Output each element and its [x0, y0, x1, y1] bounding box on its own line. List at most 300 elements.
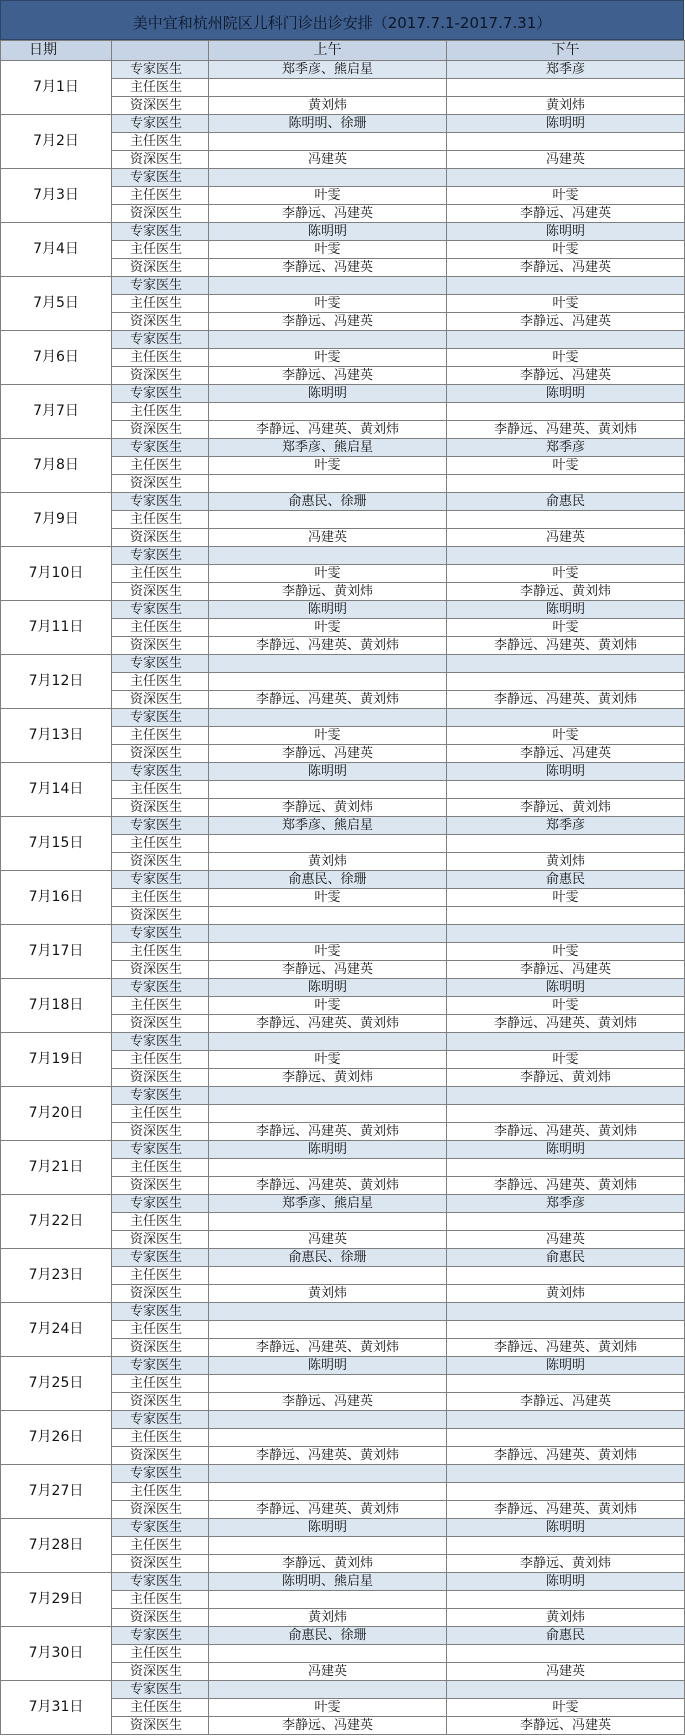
am-doctor-cell: 叶雯 — [209, 889, 447, 907]
am-doctor-cell — [209, 673, 447, 691]
am-doctor-cell: 李静远、冯建英 — [209, 745, 447, 763]
pm-doctor-cell: 陈明明 — [447, 1573, 685, 1591]
role-cell: 主任医生 — [112, 727, 209, 745]
table-row — [1, 439, 685, 457]
pm-doctor-cell: 陈明明 — [447, 1141, 685, 1159]
pm-doctor-cell — [447, 1645, 685, 1663]
pm-doctor-cell — [447, 547, 685, 565]
table-row — [1, 601, 685, 619]
date-cell: 7月17日 — [1, 925, 112, 979]
am-doctor-cell: 俞惠民、徐珊 — [209, 1627, 447, 1645]
am-doctor-cell — [209, 655, 447, 673]
date-cell: 7月7日 — [1, 385, 112, 439]
am-doctor-cell: 陈明明 — [209, 979, 447, 997]
role-cell: 主任医生 — [112, 1483, 209, 1501]
am-doctor-cell: 叶雯 — [209, 565, 447, 583]
role-cell: 专家医生 — [112, 1195, 209, 1213]
date-cell: 7月4日 — [1, 223, 112, 277]
date-cell: 7月3日 — [1, 169, 112, 223]
date-cell: 7月27日 — [1, 1465, 112, 1519]
pm-doctor-cell: 冯建英 — [447, 1663, 685, 1681]
role-cell: 资深医生 — [112, 1123, 209, 1141]
am-doctor-cell: 黄刘炜 — [209, 1609, 447, 1627]
role-cell: 资深医生 — [112, 97, 209, 115]
pm-doctor-cell — [447, 1375, 685, 1393]
am-doctor-cell: 郑季彦、熊启星 — [209, 439, 447, 457]
am-doctor-cell — [209, 79, 447, 97]
pm-doctor-cell: 李静远、冯建英 — [447, 205, 685, 223]
am-doctor-cell — [209, 835, 447, 853]
date-cell: 7月29日 — [1, 1573, 112, 1627]
pm-doctor-cell — [447, 1267, 685, 1285]
role-cell: 资深医生 — [112, 1231, 209, 1249]
role-cell: 专家医生 — [112, 169, 209, 187]
pm-doctor-cell — [447, 1681, 685, 1699]
role-cell: 主任医生 — [112, 295, 209, 313]
am-doctor-cell — [209, 709, 447, 727]
date-cell: 7月18日 — [1, 979, 112, 1033]
pm-doctor-cell: 李静远、黄刘炜 — [447, 1069, 685, 1087]
date-cell: 7月11日 — [1, 601, 112, 655]
am-doctor-cell: 陈明明 — [209, 1519, 447, 1537]
table-row — [1, 61, 685, 79]
table-row — [1, 1681, 685, 1699]
date-cell: 7月20日 — [1, 1087, 112, 1141]
table-row — [1, 925, 685, 943]
pm-doctor-cell — [447, 1537, 685, 1555]
role-cell: 专家医生 — [112, 1249, 209, 1267]
pm-doctor-cell — [447, 1411, 685, 1429]
am-doctor-cell: 叶雯 — [209, 1699, 447, 1717]
pm-doctor-cell: 李静远、冯建英、黄刘炜 — [447, 421, 685, 439]
role-cell: 专家医生 — [112, 493, 209, 511]
table-row — [1, 1303, 685, 1321]
am-doctor-cell — [209, 1267, 447, 1285]
role-cell: 主任医生 — [112, 781, 209, 799]
am-doctor-cell: 陈明明 — [209, 601, 447, 619]
role-cell: 资深医生 — [112, 1177, 209, 1195]
role-cell: 专家医生 — [112, 331, 209, 349]
am-doctor-cell: 李静远、冯建英 — [209, 1393, 447, 1411]
am-doctor-cell: 郑季彦、熊启星 — [209, 1195, 447, 1213]
pm-doctor-cell: 李静远、冯建英、黄刘炜 — [447, 1177, 685, 1195]
am-doctor-cell: 郑季彦、熊启星 — [209, 61, 447, 79]
pm-doctor-cell — [447, 169, 685, 187]
role-cell: 资深医生 — [112, 205, 209, 223]
am-doctor-cell — [209, 331, 447, 349]
am-doctor-cell — [209, 1465, 447, 1483]
pm-doctor-cell — [447, 277, 685, 295]
role-cell: 主任医生 — [112, 673, 209, 691]
pm-doctor-cell: 郑季彦 — [447, 1195, 685, 1213]
pm-doctor-cell: 李静远、冯建英、黄刘炜 — [447, 1339, 685, 1357]
pm-doctor-cell — [447, 1591, 685, 1609]
role-cell: 专家医生 — [112, 223, 209, 241]
role-cell: 专家医生 — [112, 385, 209, 403]
pm-doctor-cell: 李静远、冯建英 — [447, 259, 685, 277]
date-cell: 7月21日 — [1, 1141, 112, 1195]
am-doctor-cell: 李静远、冯建英、黄刘炜 — [209, 691, 447, 709]
am-doctor-cell — [209, 1321, 447, 1339]
table-row — [1, 1249, 685, 1267]
pm-doctor-cell — [447, 331, 685, 349]
pm-doctor-cell — [447, 709, 685, 727]
role-cell: 主任医生 — [112, 1267, 209, 1285]
table-row — [1, 331, 685, 349]
role-cell: 资深医生 — [112, 799, 209, 817]
role-cell: 资深医生 — [112, 1015, 209, 1033]
pm-doctor-cell: 李静远、黄刘炜 — [447, 799, 685, 817]
role-cell: 主任医生 — [112, 1213, 209, 1231]
am-doctor-cell — [209, 1303, 447, 1321]
pm-doctor-cell: 陈明明 — [447, 115, 685, 133]
am-doctor-cell — [209, 475, 447, 493]
pm-doctor-cell — [447, 1465, 685, 1483]
am-doctor-cell: 陈明明 — [209, 385, 447, 403]
table-row — [1, 763, 685, 781]
pm-doctor-cell: 叶雯 — [447, 295, 685, 313]
pm-doctor-cell: 陈明明 — [447, 1519, 685, 1537]
date-cell: 7月26日 — [1, 1411, 112, 1465]
role-cell: 专家医生 — [112, 1681, 209, 1699]
role-cell: 资深医生 — [112, 1393, 209, 1411]
date-cell: 7月9日 — [1, 493, 112, 547]
role-cell: 主任医生 — [112, 1591, 209, 1609]
date-cell: 7月12日 — [1, 655, 112, 709]
pm-doctor-cell: 李静远、黄刘炜 — [447, 583, 685, 601]
schedule-body — [1, 61, 685, 1735]
am-doctor-cell: 冯建英 — [209, 1231, 447, 1249]
date-cell: 7月23日 — [1, 1249, 112, 1303]
pm-doctor-cell: 叶雯 — [447, 619, 685, 637]
pm-doctor-cell: 俞惠民 — [447, 493, 685, 511]
am-doctor-cell: 陈明明 — [209, 763, 447, 781]
pm-doctor-cell: 李静远、冯建英 — [447, 313, 685, 331]
pm-doctor-cell — [447, 835, 685, 853]
pm-doctor-cell: 郑季彦 — [447, 61, 685, 79]
am-doctor-cell: 李静远、黄刘炜 — [209, 1555, 447, 1573]
role-cell: 主任医生 — [112, 1321, 209, 1339]
pm-doctor-cell — [447, 907, 685, 925]
pm-doctor-cell: 李静远、黄刘炜 — [447, 1555, 685, 1573]
am-doctor-cell: 李静远、冯建英、黄刘炜 — [209, 1177, 447, 1195]
table-row — [1, 1357, 685, 1375]
pm-doctor-cell: 俞惠民 — [447, 1627, 685, 1645]
pm-doctor-cell: 李静远、冯建英 — [447, 961, 685, 979]
role-cell: 主任医生 — [112, 943, 209, 961]
pm-doctor-cell: 陈明明 — [447, 601, 685, 619]
am-doctor-cell: 李静远、冯建英 — [209, 205, 447, 223]
role-cell: 资深医生 — [112, 853, 209, 871]
am-doctor-cell — [209, 907, 447, 925]
role-cell: 资深医生 — [112, 1555, 209, 1573]
role-cell: 专家医生 — [112, 925, 209, 943]
table-row — [1, 385, 685, 403]
role-cell: 资深医生 — [112, 1339, 209, 1357]
am-doctor-cell: 李静远、冯建英 — [209, 367, 447, 385]
schedule-table — [0, 40, 685, 1735]
role-cell: 资深医生 — [112, 637, 209, 655]
pm-doctor-cell: 叶雯 — [447, 1051, 685, 1069]
pm-doctor-cell — [447, 511, 685, 529]
am-doctor-cell: 李静远、黄刘炜 — [209, 1069, 447, 1087]
role-cell: 专家医生 — [112, 1357, 209, 1375]
role-cell: 主任医生 — [112, 187, 209, 205]
role-cell: 专家医生 — [112, 1411, 209, 1429]
pm-doctor-cell: 陈明明 — [447, 979, 685, 997]
pm-doctor-cell: 李静远、冯建英 — [447, 1717, 685, 1735]
am-doctor-cell: 叶雯 — [209, 997, 447, 1015]
table-row — [1, 817, 685, 835]
date-cell: 7月15日 — [1, 817, 112, 871]
table-row — [1, 547, 685, 565]
role-cell: 资深医生 — [112, 421, 209, 439]
table-row — [1, 277, 685, 295]
am-doctor-cell: 俞惠民、徐珊 — [209, 871, 447, 889]
table-row — [1, 655, 685, 673]
date-cell: 7月19日 — [1, 1033, 112, 1087]
am-doctor-cell — [209, 1087, 447, 1105]
am-doctor-cell — [209, 1213, 447, 1231]
am-doctor-cell: 李静远、冯建英 — [209, 313, 447, 331]
am-doctor-cell — [209, 1483, 447, 1501]
am-doctor-cell: 黄刘炜 — [209, 853, 447, 871]
am-doctor-cell: 李静远、冯建英、黄刘炜 — [209, 1015, 447, 1033]
am-doctor-cell: 李静远、冯建英 — [209, 961, 447, 979]
header-am: 上午 — [209, 41, 447, 61]
role-cell: 主任医生 — [112, 1645, 209, 1663]
am-doctor-cell: 俞惠民、徐珊 — [209, 493, 447, 511]
role-cell: 专家医生 — [112, 871, 209, 889]
am-doctor-cell: 冯建英 — [209, 151, 447, 169]
pm-doctor-cell — [447, 1159, 685, 1177]
role-cell: 资深医生 — [112, 151, 209, 169]
am-doctor-cell: 叶雯 — [209, 457, 447, 475]
role-cell: 主任医生 — [112, 1375, 209, 1393]
role-cell: 主任医生 — [112, 403, 209, 421]
role-cell: 资深医生 — [112, 1285, 209, 1303]
pm-doctor-cell: 黄刘炜 — [447, 1285, 685, 1303]
role-cell: 专家医生 — [112, 115, 209, 133]
role-cell: 主任医生 — [112, 997, 209, 1015]
am-doctor-cell — [209, 1105, 447, 1123]
header-row — [1, 41, 685, 61]
role-cell: 主任医生 — [112, 1051, 209, 1069]
date-cell: 7月13日 — [1, 709, 112, 763]
role-cell: 专家医生 — [112, 1519, 209, 1537]
role-cell: 主任医生 — [112, 1429, 209, 1447]
am-doctor-cell: 陈明明 — [209, 1357, 447, 1375]
role-cell: 资深医生 — [112, 1501, 209, 1519]
pm-doctor-cell — [447, 1105, 685, 1123]
role-cell: 专家医生 — [112, 1141, 209, 1159]
role-cell: 专家医生 — [112, 61, 209, 79]
pm-doctor-cell: 黄刘炜 — [447, 853, 685, 871]
am-doctor-cell — [209, 133, 447, 151]
role-cell: 资深医生 — [112, 1717, 209, 1735]
table-row — [1, 115, 685, 133]
am-doctor-cell: 黄刘炜 — [209, 97, 447, 115]
table-row — [1, 1465, 685, 1483]
am-doctor-cell — [209, 1033, 447, 1051]
am-doctor-cell — [209, 1411, 447, 1429]
pm-doctor-cell: 郑季彦 — [447, 439, 685, 457]
role-cell: 资深医生 — [112, 961, 209, 979]
am-doctor-cell: 陈明明 — [209, 1141, 447, 1159]
role-cell: 专家医生 — [112, 763, 209, 781]
pm-doctor-cell — [447, 133, 685, 151]
table-row — [1, 1033, 685, 1051]
pm-doctor-cell: 叶雯 — [447, 943, 685, 961]
role-cell: 专家医生 — [112, 709, 209, 727]
am-doctor-cell: 李静远、冯建英、黄刘炜 — [209, 1339, 447, 1357]
role-cell: 资深医生 — [112, 583, 209, 601]
am-doctor-cell — [209, 925, 447, 943]
pm-doctor-cell — [447, 79, 685, 97]
table-row — [1, 709, 685, 727]
pm-doctor-cell: 李静远、冯建英、黄刘炜 — [447, 637, 685, 655]
pm-doctor-cell: 叶雯 — [447, 457, 685, 475]
date-cell: 7月31日 — [1, 1681, 112, 1735]
date-cell: 7月22日 — [1, 1195, 112, 1249]
am-doctor-cell: 李静远、冯建英、黄刘炜 — [209, 1447, 447, 1465]
am-doctor-cell — [209, 1159, 447, 1177]
am-doctor-cell — [209, 547, 447, 565]
role-cell: 专家医生 — [112, 1465, 209, 1483]
role-cell: 资深医生 — [112, 367, 209, 385]
role-cell: 主任医生 — [112, 1699, 209, 1717]
role-cell: 资深医生 — [112, 907, 209, 925]
page-title: 美中宜和杭州院区儿科门诊出诊安排（2017.7.1-2017.7.31） — [0, 0, 684, 40]
table-row — [1, 169, 685, 187]
table-row — [1, 1627, 685, 1645]
pm-doctor-cell: 李静远、冯建英 — [447, 1393, 685, 1411]
role-cell: 专家医生 — [112, 979, 209, 997]
date-cell: 7月2日 — [1, 115, 112, 169]
date-cell: 7月1日 — [1, 61, 112, 115]
pm-doctor-cell: 郑季彦 — [447, 817, 685, 835]
pm-doctor-cell — [447, 1429, 685, 1447]
table-row — [1, 493, 685, 511]
am-doctor-cell — [209, 511, 447, 529]
am-doctor-cell — [209, 1681, 447, 1699]
header-role — [112, 41, 209, 61]
am-doctor-cell: 陈明明、熊启星 — [209, 1573, 447, 1591]
table-row — [1, 1411, 685, 1429]
pm-doctor-cell: 陈明明 — [447, 223, 685, 241]
role-cell: 专家医生 — [112, 1033, 209, 1051]
role-cell: 主任医生 — [112, 1537, 209, 1555]
role-cell: 主任医生 — [112, 889, 209, 907]
pm-doctor-cell: 叶雯 — [447, 187, 685, 205]
pm-doctor-cell: 黄刘炜 — [447, 97, 685, 115]
pm-doctor-cell: 俞惠民 — [447, 871, 685, 889]
role-cell: 专家医生 — [112, 439, 209, 457]
pm-doctor-cell: 冯建英 — [447, 151, 685, 169]
pm-doctor-cell — [447, 655, 685, 673]
table-row — [1, 1573, 685, 1591]
role-cell: 主任医生 — [112, 241, 209, 259]
pm-doctor-cell: 冯建英 — [447, 1231, 685, 1249]
role-cell: 资深医生 — [112, 313, 209, 331]
am-doctor-cell: 叶雯 — [209, 619, 447, 637]
am-doctor-cell — [209, 1537, 447, 1555]
pm-doctor-cell: 李静远、冯建英、黄刘炜 — [447, 1015, 685, 1033]
am-doctor-cell — [209, 277, 447, 295]
role-cell: 主任医生 — [112, 1159, 209, 1177]
pm-doctor-cell — [447, 925, 685, 943]
table-row — [1, 979, 685, 997]
am-doctor-cell — [209, 1591, 447, 1609]
role-cell: 主任医生 — [112, 511, 209, 529]
pm-doctor-cell: 黄刘炜 — [447, 1609, 685, 1627]
date-cell: 7月14日 — [1, 763, 112, 817]
pm-doctor-cell — [447, 1303, 685, 1321]
am-doctor-cell: 李静远、冯建英 — [209, 1717, 447, 1735]
pm-doctor-cell — [447, 1483, 685, 1501]
role-cell: 资深医生 — [112, 475, 209, 493]
role-cell: 专家医生 — [112, 1627, 209, 1645]
date-cell: 7月10日 — [1, 547, 112, 601]
role-cell: 专家医生 — [112, 277, 209, 295]
am-doctor-cell: 李静远、黄刘炜 — [209, 799, 447, 817]
pm-doctor-cell: 陈明明 — [447, 1357, 685, 1375]
pm-doctor-cell: 叶雯 — [447, 997, 685, 1015]
table-row — [1, 1519, 685, 1537]
am-doctor-cell: 叶雯 — [209, 943, 447, 961]
pm-doctor-cell: 叶雯 — [447, 889, 685, 907]
role-cell: 资深医生 — [112, 1447, 209, 1465]
pm-doctor-cell — [447, 1321, 685, 1339]
am-doctor-cell — [209, 1375, 447, 1393]
date-cell: 7月6日 — [1, 331, 112, 385]
table-row — [1, 223, 685, 241]
pm-doctor-cell — [447, 1087, 685, 1105]
am-doctor-cell — [209, 1645, 447, 1663]
date-cell: 7月30日 — [1, 1627, 112, 1681]
am-doctor-cell: 李静远、冯建英、黄刘炜 — [209, 1123, 447, 1141]
pm-doctor-cell: 叶雯 — [447, 1699, 685, 1717]
role-cell: 主任医生 — [112, 79, 209, 97]
am-doctor-cell: 李静远、冯建英、黄刘炜 — [209, 1501, 447, 1519]
pm-doctor-cell: 叶雯 — [447, 727, 685, 745]
role-cell: 专家医生 — [112, 547, 209, 565]
pm-doctor-cell — [447, 475, 685, 493]
am-doctor-cell — [209, 403, 447, 421]
table-row — [1, 1141, 685, 1159]
date-cell: 7月28日 — [1, 1519, 112, 1573]
role-cell: 资深医生 — [112, 529, 209, 547]
pm-doctor-cell: 陈明明 — [447, 385, 685, 403]
am-doctor-cell: 叶雯 — [209, 241, 447, 259]
am-doctor-cell: 叶雯 — [209, 295, 447, 313]
role-cell: 主任医生 — [112, 835, 209, 853]
am-doctor-cell: 叶雯 — [209, 727, 447, 745]
role-cell: 资深医生 — [112, 691, 209, 709]
am-doctor-cell: 冯建英 — [209, 1663, 447, 1681]
date-cell: 7月8日 — [1, 439, 112, 493]
pm-doctor-cell: 陈明明 — [447, 763, 685, 781]
am-doctor-cell: 叶雯 — [209, 1051, 447, 1069]
pm-doctor-cell: 李静远、冯建英 — [447, 745, 685, 763]
am-doctor-cell: 李静远、冯建英、黄刘炜 — [209, 421, 447, 439]
am-doctor-cell: 黄刘炜 — [209, 1285, 447, 1303]
pm-doctor-cell: 李静远、冯建英、黄刘炜 — [447, 691, 685, 709]
pm-doctor-cell: 李静远、冯建英 — [447, 367, 685, 385]
am-doctor-cell: 陈明明、徐珊 — [209, 115, 447, 133]
pm-doctor-cell — [447, 403, 685, 421]
pm-doctor-cell — [447, 673, 685, 691]
